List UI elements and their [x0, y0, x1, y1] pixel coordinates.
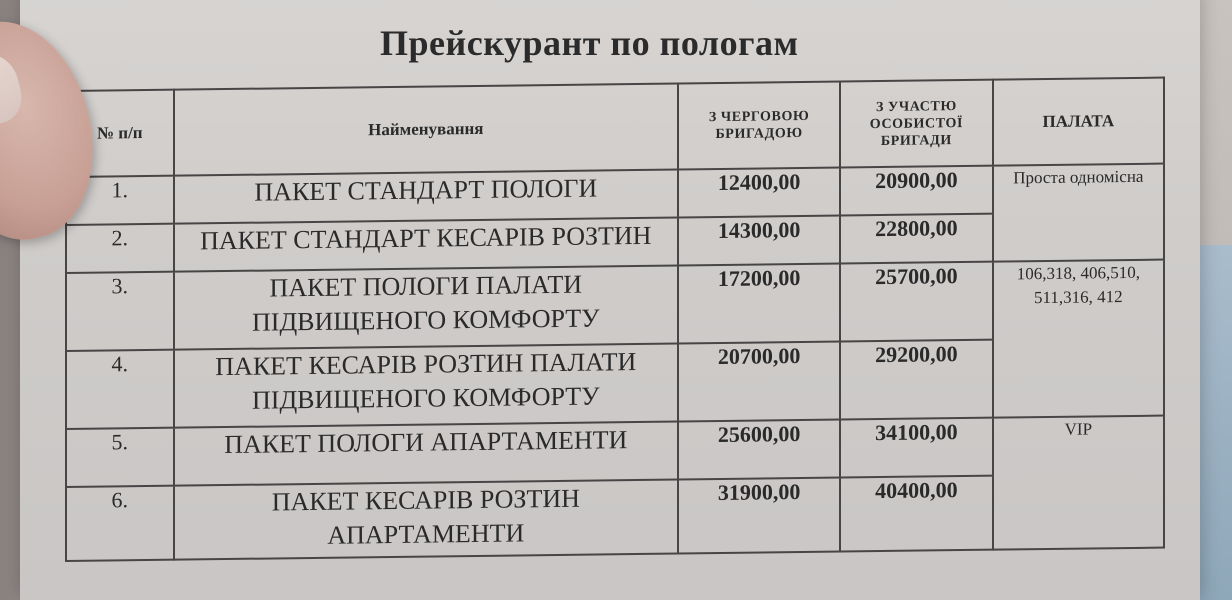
row-price-duty: 20700,00 — [678, 342, 840, 422]
ward-vip: VIP — [993, 416, 1164, 550]
row-number: 1. — [66, 176, 174, 225]
header-name: Найменування — [174, 84, 679, 176]
row-number: 5. — [66, 428, 174, 487]
row-name: ПАКЕТ КЕСАРІВ РОЗТИН АПАРТАМЕНТИ — [174, 480, 679, 560]
row-price-personal: 34100,00 — [840, 418, 993, 478]
row-price-duty: 17200,00 — [678, 264, 840, 344]
row-price-duty: 31900,00 — [678, 478, 840, 554]
ward-simple: Проста одномісна — [993, 164, 1164, 262]
row-number: 6. — [66, 486, 174, 561]
row-price-personal: 20900,00 — [840, 166, 993, 216]
row-name: ПАКЕТ ПОЛОГИ АПАРТАМЕНТИ — [174, 422, 679, 486]
row-price-duty: 25600,00 — [678, 420, 840, 480]
background-blue-object — [1198, 245, 1232, 600]
header-number: № п/п — [66, 90, 174, 177]
ward-comfort-rooms: 106,318, 406,510, 511,316, 412 — [993, 260, 1164, 418]
header-duty-team: З ЧЕРГОВОЮ БРИГАДОЮ — [678, 82, 840, 170]
row-price-personal: 25700,00 — [840, 262, 993, 342]
row-price-duty: 14300,00 — [678, 216, 840, 266]
table-header-row — [66, 78, 1164, 177]
row-price-personal: 22800,00 — [840, 214, 993, 264]
page-title: Прейскурант по пологам — [380, 23, 799, 63]
row-name: ПАКЕТ СТАНДАРТ КЕСАРІВ РОЗТИН — [174, 218, 679, 272]
row-number: 4. — [66, 350, 174, 429]
price-table — [65, 77, 1165, 562]
row-price-duty: 12400,00 — [678, 168, 840, 218]
row-name: ПАКЕТ КЕСАРІВ РОЗТИН ПАЛАТИ ПІДВИЩЕНОГО КОМФОРТУ — [174, 344, 679, 428]
row-number: 2. — [66, 224, 174, 273]
row-price-personal: 40400,00 — [840, 476, 993, 552]
row-name: ПАКЕТ ПОЛОГИ ПАЛАТИ ПІДВИЩЕНОГО КОМФОРТУ — [174, 266, 679, 350]
row-number: 3. — [66, 272, 174, 351]
header-personal-team: З УЧАСТЮ ОСОБИСТОЇ БРИГАДИ — [840, 80, 993, 168]
row-name: ПАКЕТ СТАНДАРТ ПОЛОГИ — [174, 170, 679, 224]
row-price-personal: 29200,00 — [840, 340, 993, 420]
header-ward: ПАЛАТА — [993, 78, 1164, 166]
table-row — [66, 416, 1164, 487]
table-row — [66, 260, 1164, 351]
fingernail — [0, 49, 27, 131]
